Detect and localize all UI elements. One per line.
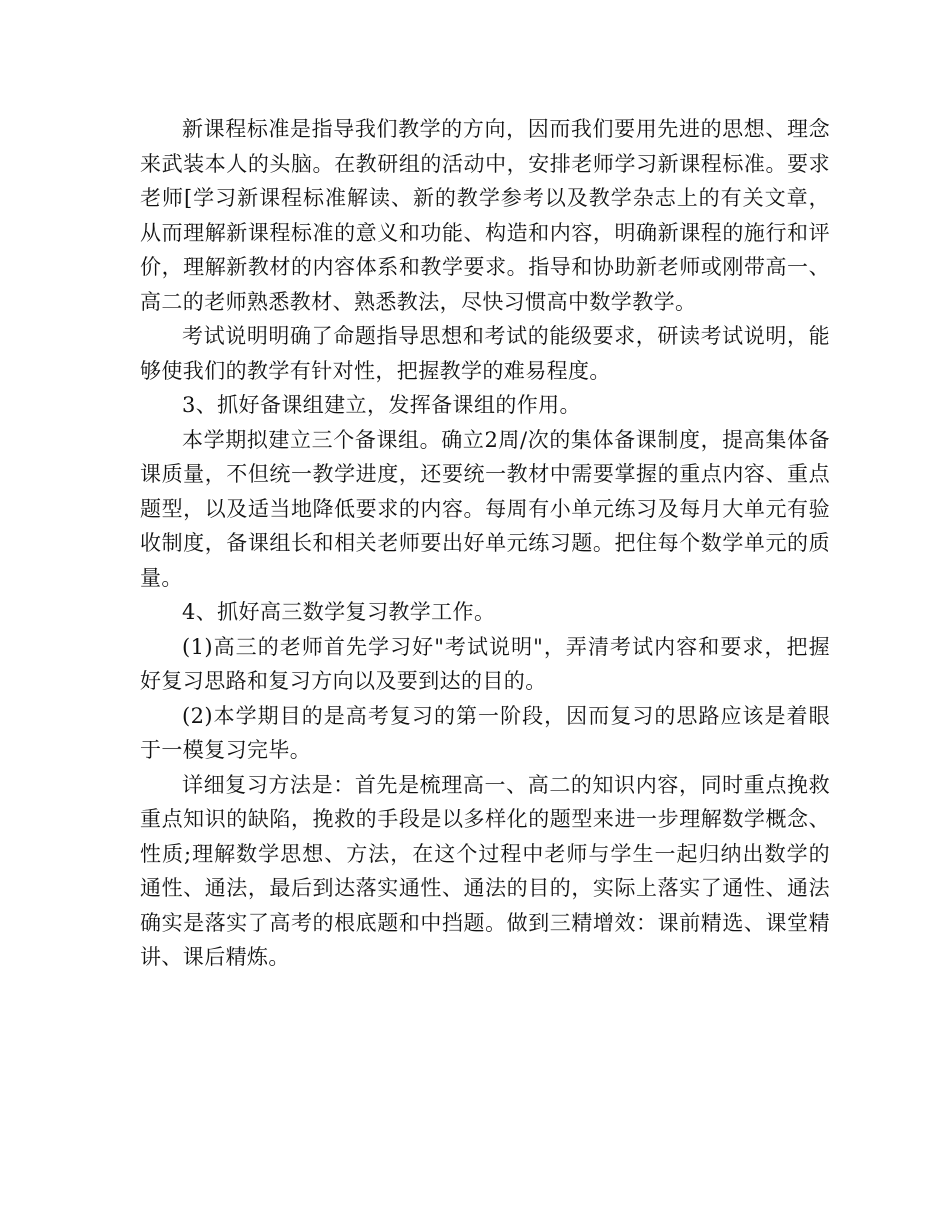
document-body [140, 112, 830, 975]
paragraph-heading-lesson-groups: 3、抓好备课组建立，发挥备课组的作用。 [182, 393, 581, 417]
paragraph-review-method: 详细复习方法是：首先是梳理高一、高二的知识内容，同时重点挽救重点知识的缺陷，挽救的手段是以多样化的题型来进一步理解数学概念、性质;理解数学思想、方法，在这个过程中老师与学生一起归纳出数学的通性、通法，最后到达落实通性、通法的目的，实际上落实了通性、通法确实是落实了高考的根底题和中挡题。做到三精增效：课前精选、课堂精讲、课后精炼。 [140, 772, 830, 969]
paragraph-heading-senior-review: 4、抓好高三数学复习教学工作。 [182, 600, 496, 624]
paragraph-lesson-groups: 本学期拟建立三个备课组。确立2周/次的集体备课制度，提高集体备课质量，不但统一教学进度，还要统一教材中需要掌握的重点内容、重点题型，以及适当地降低要求的内容。每周有小单元练习及每月大单元有验收制度，备课组长和相关老师要出好单元练习题。把住每个数学单元的质量。 [140, 427, 830, 590]
paragraph-curriculum-standards: 新课程标准是指导我们教学的方向，因而我们要用先进的思想、理念来武装本人的头脑。在教研组的活动中，安排老师学习新课程标准。要求老师[学习新课程标准解读、新的教学参考以及教学杂志上的有关文章，从而理解新课程标准的意义和功能、构造和内容，明确新课程的施行和评价，理解新教材的内容体系和教学要求。指导和协助新老师或刚带高一、高二的老师熟悉教材、熟悉教法，尽快习惯高中数学教学。 [140, 117, 830, 314]
paragraph-review-item-2: (2)本学期目的是高考复习的第一阶段，因而复习的思路应该是着眼于一模复习完毕。 [140, 703, 830, 762]
paragraph-exam-guide: 考试说明明确了命题指导思想和考试的能级要求，研读考试说明，能够使我们的教学有针对性，把握教学的难易程度。 [140, 324, 830, 383]
paragraph-review-item-1: (1)高三的老师首先学习好"考试说明"，弄清考试内容和要求，把握好复习思路和复习方向以及要到达的目的。 [140, 634, 830, 693]
